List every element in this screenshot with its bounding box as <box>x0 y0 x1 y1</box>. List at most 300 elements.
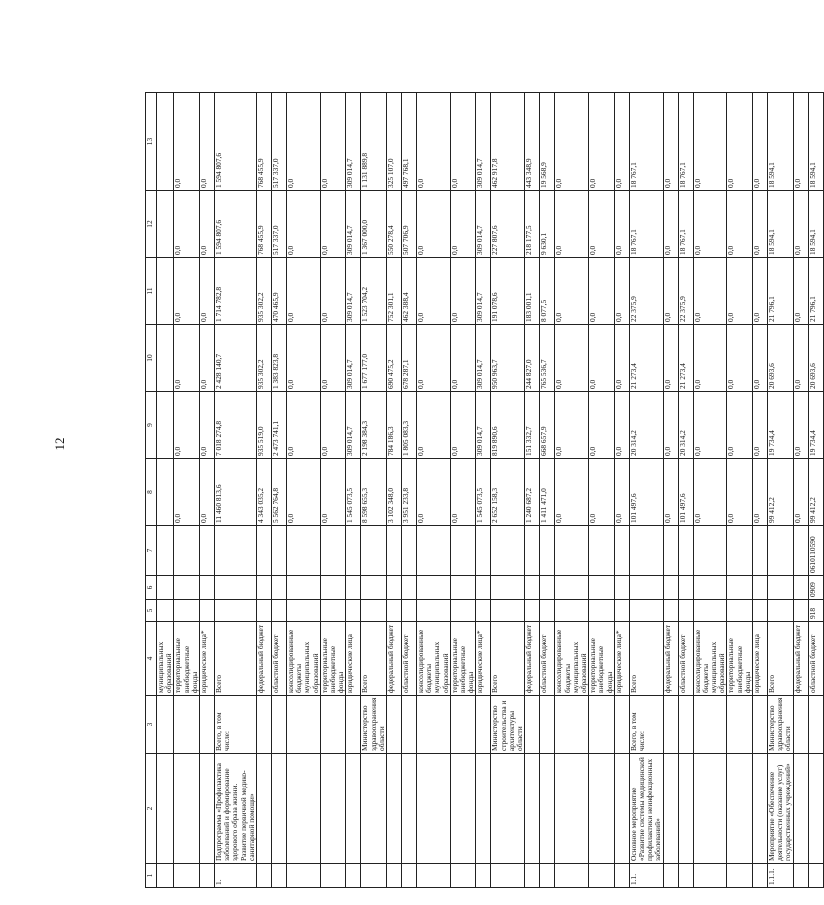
table-cell <box>555 754 589 864</box>
table-cell: 0,0 <box>589 325 615 392</box>
table-row <box>476 93 491 888</box>
table-cell <box>540 576 555 600</box>
table-cell <box>491 526 525 576</box>
table-cell: 309 014,7 <box>346 392 361 459</box>
header-cell: 9 <box>146 392 157 459</box>
table-cell: 0,0 <box>793 459 808 526</box>
header-cell: 10 <box>146 325 157 392</box>
table-cell: 0,0 <box>200 459 215 526</box>
table-cell: 0,0 <box>693 258 727 325</box>
table-cell: 19 734,4 <box>767 392 793 459</box>
table-cell <box>663 864 678 888</box>
table-cell: 2 652 158,3 <box>491 459 525 526</box>
table-cell: федеральный бюджет <box>663 622 678 696</box>
table-cell: 99 412,2 <box>767 459 793 526</box>
table-cell <box>402 754 417 864</box>
table-cell <box>346 864 361 888</box>
table-cell <box>693 600 727 622</box>
table-cell <box>287 526 321 576</box>
table-cell <box>727 864 753 888</box>
table-cell: 9 630,1 <box>540 191 555 258</box>
table-cell <box>257 754 272 864</box>
table-cell <box>525 576 540 600</box>
table-cell: консолидированные бюджеты муниципальных образований <box>287 622 321 696</box>
table-cell: 0,0 <box>287 392 321 459</box>
table-cell: 0,0 <box>693 325 727 392</box>
table-cell: 3 951 233,8 <box>402 459 417 526</box>
table-cell: 0,0 <box>417 325 451 392</box>
table-cell: юридические лица* <box>476 622 491 696</box>
table-cell <box>320 864 346 888</box>
table-cell <box>387 696 402 754</box>
table-cell <box>402 696 417 754</box>
table-cell: 0,0 <box>727 258 753 325</box>
table-cell <box>272 754 287 864</box>
table-cell <box>678 864 693 888</box>
table-cell <box>157 576 174 600</box>
table-row <box>491 93 525 888</box>
table-cell <box>320 696 346 754</box>
table-cell <box>417 696 451 754</box>
table-cell <box>793 600 808 622</box>
table-cell <box>589 696 615 754</box>
table-cell: 22 375,9 <box>629 258 663 325</box>
table-cell: 309 014,7 <box>346 93 361 191</box>
table-cell <box>614 754 629 864</box>
table-row <box>663 93 678 888</box>
table-cell <box>727 576 753 600</box>
table-cell: 19 568,9 <box>540 93 555 191</box>
table-cell: юридические лица <box>752 622 767 696</box>
table-cell: 0,0 <box>727 325 753 392</box>
table-cell: 0,0 <box>727 93 753 191</box>
table-header-row <box>146 93 157 888</box>
table-cell <box>272 526 287 576</box>
table-cell: 0,0 <box>614 392 629 459</box>
table-cell <box>157 258 174 325</box>
table-cell: 0,0 <box>663 392 678 459</box>
table-cell <box>450 526 476 576</box>
table-cell <box>589 526 615 576</box>
table-cell: 0,0 <box>589 93 615 191</box>
table-cell: 0,0 <box>174 325 200 392</box>
table-cell: Всего <box>491 622 525 696</box>
table-row <box>727 93 753 888</box>
table-cell: 0,0 <box>752 325 767 392</box>
table-cell: 0,0 <box>450 325 476 392</box>
table-row <box>200 93 215 888</box>
table-cell <box>157 864 174 888</box>
table-cell: 0,0 <box>752 258 767 325</box>
table-cell <box>589 600 615 622</box>
table-cell: 507 706,9 <box>402 191 417 258</box>
table-cell <box>287 696 321 754</box>
table-cell <box>540 696 555 754</box>
table-cell: 0,0 <box>287 258 321 325</box>
table-cell: 0,0 <box>450 392 476 459</box>
table-cell: 0,0 <box>589 459 615 526</box>
table-cell <box>693 696 727 754</box>
table-cell: 227 807,6 <box>491 191 525 258</box>
table-cell: консолидированные бюджеты муниципальных образований <box>693 622 727 696</box>
table-row <box>257 93 272 888</box>
table-cell <box>320 576 346 600</box>
table-cell <box>387 754 402 864</box>
table-cell: 0,0 <box>793 325 808 392</box>
table-cell <box>450 576 476 600</box>
table-cell <box>589 576 615 600</box>
table-cell: 101 497,6 <box>678 459 693 526</box>
table-cell: 0,0 <box>417 191 451 258</box>
table-cell <box>491 864 525 888</box>
table-cell <box>361 576 387 600</box>
header-cell: 5 <box>146 600 157 622</box>
table-cell <box>476 526 491 576</box>
table-cell: 0,0 <box>200 191 215 258</box>
table-cell <box>476 576 491 600</box>
table-cell: 3 102 348,0 <box>387 459 402 526</box>
table-cell <box>215 576 257 600</box>
table-cell <box>157 191 174 258</box>
table-cell <box>678 576 693 600</box>
table-cell <box>157 600 174 622</box>
table-cell: 0,0 <box>752 191 767 258</box>
table-cell: 0,0 <box>555 258 589 325</box>
table-cell: 0,0 <box>614 93 629 191</box>
table-cell: 309 014,7 <box>476 325 491 392</box>
table-cell: 0,0 <box>693 459 727 526</box>
table-cell <box>678 600 693 622</box>
table-cell: территориальные внебюджетные фонды <box>174 622 200 696</box>
table-cell: 0,0 <box>663 191 678 258</box>
table-cell: 1 805 083,3 <box>402 392 417 459</box>
table-cell <box>417 864 451 888</box>
table-cell: 0,0 <box>614 459 629 526</box>
table-cell: 1 545 073,5 <box>346 459 361 526</box>
table-cell <box>402 600 417 622</box>
table-cell <box>272 600 287 622</box>
table-cell <box>663 526 678 576</box>
table-cell <box>346 526 361 576</box>
table-cell <box>727 754 753 864</box>
table-cell: 0,0 <box>727 392 753 459</box>
table-cell <box>450 696 476 754</box>
table-cell <box>215 600 257 622</box>
table-cell <box>693 526 727 576</box>
table-cell: 8 598 655,3 <box>361 459 387 526</box>
table-cell: 18 594,1 <box>808 191 823 258</box>
table-cell <box>320 754 346 864</box>
table-cell <box>663 576 678 600</box>
table-cell: Всего <box>361 622 387 696</box>
table-cell: 19 734,4 <box>808 392 823 459</box>
table-row <box>767 93 793 888</box>
table-cell <box>200 864 215 888</box>
table-row <box>614 93 629 888</box>
table-cell <box>540 600 555 622</box>
table-cell <box>629 576 663 600</box>
table-cell: 768 455,9 <box>257 191 272 258</box>
table-row <box>417 93 451 888</box>
table-cell: 0,0 <box>589 392 615 459</box>
table-cell <box>417 600 451 622</box>
table-cell <box>663 754 678 864</box>
table-cell <box>793 754 808 864</box>
table-cell <box>200 696 215 754</box>
table-cell: Министерство здравоохранения области <box>361 696 387 754</box>
table-cell <box>287 864 321 888</box>
table-row <box>793 93 808 888</box>
table-cell: областной бюджет <box>540 622 555 696</box>
table-cell: 517 337,0 <box>272 191 287 258</box>
table-cell <box>257 864 272 888</box>
table-cell <box>752 864 767 888</box>
table-cell: 0,0 <box>752 392 767 459</box>
table-cell <box>157 392 174 459</box>
table-cell: 768 455,9 <box>257 93 272 191</box>
table-cell <box>387 576 402 600</box>
table-cell: 18 767,1 <box>629 191 663 258</box>
table-cell <box>491 576 525 600</box>
table-cell: 0,0 <box>450 258 476 325</box>
table-cell: 0,0 <box>174 93 200 191</box>
header-cell: 7 <box>146 526 157 576</box>
table-cell <box>174 696 200 754</box>
table-cell <box>629 600 663 622</box>
table-cell: 1 594 807,6 <box>215 191 257 258</box>
table-cell <box>361 526 387 576</box>
table-cell <box>614 526 629 576</box>
table-cell: областной бюджет <box>808 622 823 696</box>
header-cell: 2 <box>146 754 157 864</box>
table-row <box>272 93 287 888</box>
table-cell: 2 198 384,3 <box>361 392 387 459</box>
table-cell <box>387 864 402 888</box>
table-cell <box>555 526 589 576</box>
table-cell <box>525 754 540 864</box>
table-cell <box>402 864 417 888</box>
table-cell: 0,0 <box>693 93 727 191</box>
table-cell: 0,0 <box>450 93 476 191</box>
table-cell: 0,0 <box>200 392 215 459</box>
table-cell: Подпрограмма «Профилактика заболеваний и формирование здорового образа жизни. Развитие первичной медико-санитарной помощи» <box>215 754 257 864</box>
table-cell <box>614 600 629 622</box>
table-cell: 0,0 <box>727 459 753 526</box>
table-cell: 4 343 035,2 <box>257 459 272 526</box>
table-row <box>402 93 417 888</box>
table-cell: Основное мероприятие «Развитие системы медицинской профилактики неинфекционных заболеваний» <box>629 754 663 864</box>
table-cell: Всего, в том числе: <box>215 696 257 754</box>
table-cell <box>727 526 753 576</box>
table-cell <box>257 696 272 754</box>
table-cell: 935 302,2 <box>257 325 272 392</box>
table-cell: 0,0 <box>200 93 215 191</box>
table-cell: 462 388,4 <box>402 258 417 325</box>
table-cell <box>555 696 589 754</box>
table-cell: территориальные внебюджетные фонды <box>320 622 346 696</box>
table-cell: 21 273,4 <box>678 325 693 392</box>
table-cell <box>808 864 823 888</box>
table-cell: 0,0 <box>320 93 346 191</box>
table-cell <box>257 526 272 576</box>
table-cell: 668 657,9 <box>540 392 555 459</box>
header-cell: 1 <box>146 864 157 888</box>
table-cell: 0,0 <box>793 258 808 325</box>
table-cell <box>174 576 200 600</box>
table-row <box>589 93 615 888</box>
table-cell: 0,0 <box>752 93 767 191</box>
table-cell: 0,0 <box>614 191 629 258</box>
table-cell: 0,0 <box>417 392 451 459</box>
table-cell <box>417 526 451 576</box>
table-cell <box>752 696 767 754</box>
table-cell: территориальные внебюджетные фонды <box>589 622 615 696</box>
table-cell <box>727 696 753 754</box>
table-cell <box>589 864 615 888</box>
table-cell <box>257 576 272 600</box>
table-cell: 0,0 <box>450 459 476 526</box>
table-cell: 0,0 <box>693 392 727 459</box>
table-cell: 2 473 741,1 <box>272 392 287 459</box>
table-cell <box>793 864 808 888</box>
table-cell: территориальные внебюджетные фонды <box>450 622 476 696</box>
table-cell <box>346 696 361 754</box>
table-cell: 0,0 <box>793 392 808 459</box>
table-cell: 0,0 <box>693 191 727 258</box>
table-body <box>146 93 824 888</box>
table-cell: 1 677 177,0 <box>361 325 387 392</box>
table-cell: 0,0 <box>555 459 589 526</box>
table-cell <box>361 754 387 864</box>
table-cell <box>272 864 287 888</box>
table-cell <box>387 600 402 622</box>
table-cell <box>614 696 629 754</box>
table-cell <box>540 526 555 576</box>
table-cell <box>402 576 417 600</box>
table-cell <box>767 600 793 622</box>
table-cell: 309 014,7 <box>476 191 491 258</box>
table-cell: 0,0 <box>320 258 346 325</box>
table-cell: 0,0 <box>793 191 808 258</box>
table-cell: 0,0 <box>174 191 200 258</box>
table-cell: 183 001,1 <box>525 258 540 325</box>
header-cell: 8 <box>146 459 157 526</box>
budget-table <box>145 92 824 888</box>
header-cell: 4 <box>146 622 157 696</box>
table-row <box>752 93 767 888</box>
table-cell <box>417 576 451 600</box>
table-row <box>215 93 257 888</box>
table-cell: областной бюджет <box>272 622 287 696</box>
table-cell: 20 693,6 <box>767 325 793 392</box>
table-cell: 0,0 <box>555 325 589 392</box>
table-cell: 5 562 764,8 <box>272 459 287 526</box>
table-cell: Всего <box>767 622 793 696</box>
table-cell <box>793 576 808 600</box>
rotated-table-area <box>145 93 817 888</box>
table-cell <box>589 754 615 864</box>
table-cell <box>525 600 540 622</box>
table-cell <box>767 576 793 600</box>
table-cell: 18 594,1 <box>767 191 793 258</box>
table-cell: 0,0 <box>663 258 678 325</box>
table-cell: 20 314,2 <box>629 392 663 459</box>
table-cell: 918 <box>808 600 823 622</box>
table-cell: 0,0 <box>287 191 321 258</box>
table-cell: 819 890,6 <box>491 392 525 459</box>
table-cell: 0,0 <box>752 459 767 526</box>
table-cell <box>174 600 200 622</box>
table-cell: 1 594 807,6 <box>215 93 257 191</box>
table-cell: 678 287,1 <box>402 325 417 392</box>
table-cell <box>417 754 451 864</box>
table-cell <box>157 526 174 576</box>
table-row <box>525 93 540 888</box>
table-cell: 101 497,6 <box>629 459 663 526</box>
table-cell <box>555 864 589 888</box>
table-cell: 950 963,7 <box>491 325 525 392</box>
table-cell: 0,0 <box>589 258 615 325</box>
table-cell: 0,0 <box>174 258 200 325</box>
table-cell: 1.1.1. <box>767 864 793 888</box>
table-cell: Министерство строительства и архитектуры области <box>491 696 525 754</box>
table-cell <box>678 526 693 576</box>
table-cell: 0,0 <box>793 93 808 191</box>
table-cell <box>614 864 629 888</box>
table-row <box>387 93 402 888</box>
table-cell: 0,0 <box>417 93 451 191</box>
table-cell: 309 014,7 <box>476 392 491 459</box>
table-cell: 325 107,0 <box>387 93 402 191</box>
table-row <box>678 93 693 888</box>
table-cell: 0,0 <box>614 325 629 392</box>
table-cell: областной бюджет <box>402 622 417 696</box>
table-cell: 0,0 <box>174 459 200 526</box>
table-cell <box>476 600 491 622</box>
table-cell: 470 465,9 <box>272 258 287 325</box>
table-cell <box>257 600 272 622</box>
table-cell: 1 383 823,8 <box>272 325 287 392</box>
table-cell: 0,0 <box>320 392 346 459</box>
table-cell: 244 827,0 <box>525 325 540 392</box>
table-cell: 765 536,7 <box>540 325 555 392</box>
table-cell <box>614 576 629 600</box>
table-cell <box>767 526 793 576</box>
table-cell: 0,0 <box>287 325 321 392</box>
table-cell: 690 475,2 <box>387 325 402 392</box>
table-cell: 2 428 140,7 <box>215 325 257 392</box>
table-cell: 0909 <box>808 576 823 600</box>
table-cell <box>525 696 540 754</box>
table-cell <box>346 600 361 622</box>
table-cell: 0,0 <box>417 459 451 526</box>
table-row <box>693 93 727 888</box>
table-cell: 18 767,1 <box>629 93 663 191</box>
table-cell <box>752 754 767 864</box>
table-cell: 18 767,1 <box>678 191 693 258</box>
table-cell: 550 278,4 <box>387 191 402 258</box>
table-cell <box>200 526 215 576</box>
table-row <box>629 93 663 888</box>
table-cell <box>272 696 287 754</box>
table-cell <box>346 754 361 864</box>
table-cell: 99 412,2 <box>808 459 823 526</box>
table-cell <box>678 754 693 864</box>
header-cell: 6 <box>146 576 157 600</box>
table-cell <box>387 526 402 576</box>
table-cell: 0,0 <box>555 93 589 191</box>
table-cell <box>361 600 387 622</box>
